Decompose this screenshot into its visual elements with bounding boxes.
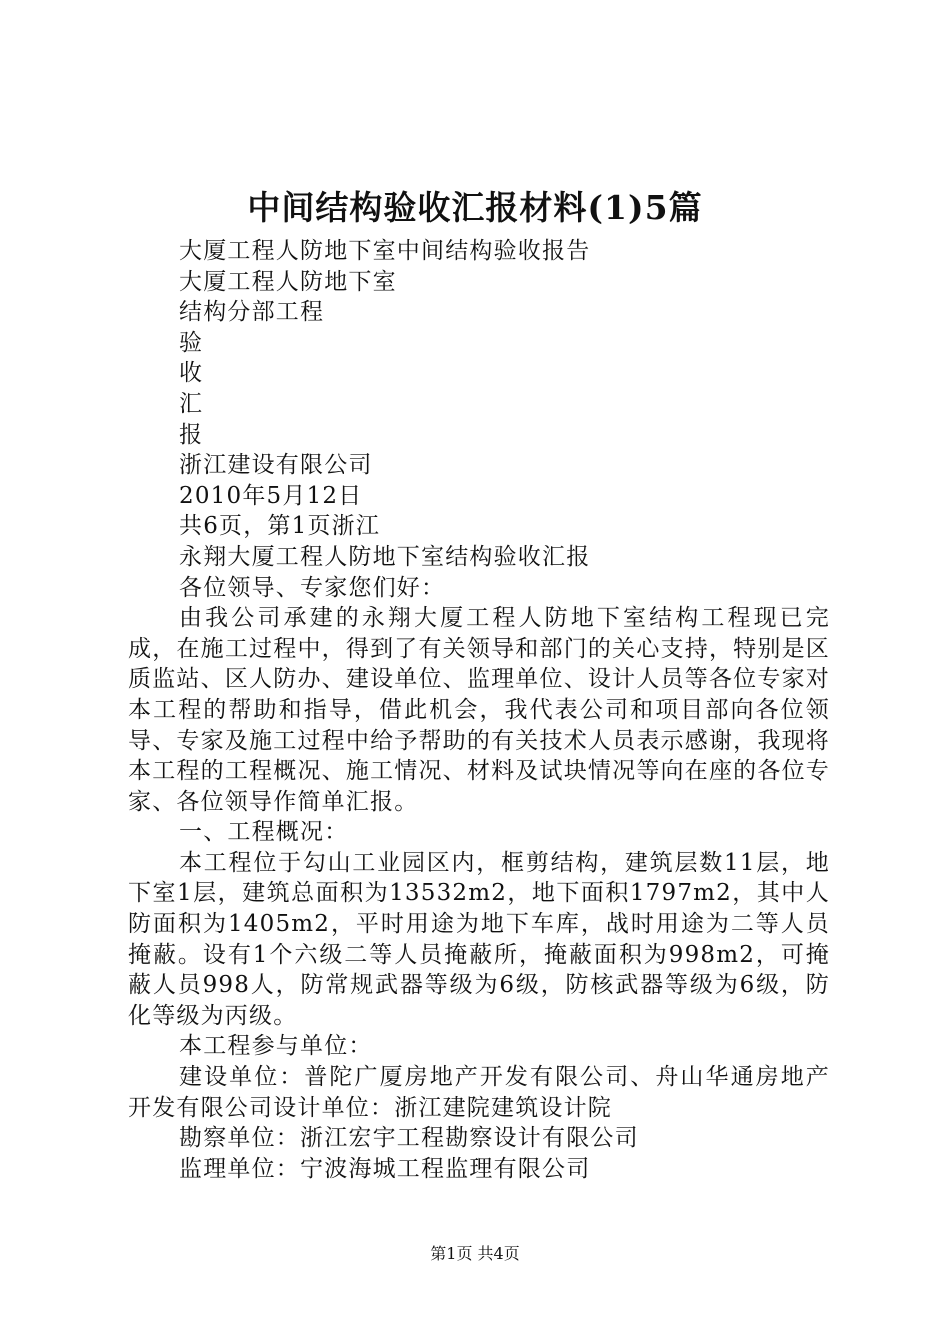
cover-line: 报 [179,421,204,448]
document-body [128,236,830,1184]
page-footer: 第1页 共4页 [430,1244,520,1263]
cover-line: 浙江建设有限公司 [179,452,373,479]
section-heading: 一、工程概况： [179,819,349,846]
cover-line: 永翔大厦工程人防地下室结构验收汇报 [179,543,591,570]
intro-paragraph: 由我公司承建的永翔大厦工程人防地下室结构工程现已完成，在施工过程中，得到了有关领导和部门的关心支持，特别是区质监站、区人防办、建设单位、监理单位、设计人员等各位专家对本工程的帮助和指导，借此机会，我代表公司和项目部向各位领导、专家及施工过程中给予帮助的有关技术人员表示感谢，我现将本工程的工程概况、施工情况、材料及试块情况等向在座的各位专家、各位领导作简单汇报。 [128,605,830,815]
cover-line: 收 [179,360,204,387]
participants-heading: 本工程参与单位： [179,1033,373,1060]
cover-line: 大厦工程人防地下室 [179,268,397,295]
cover-line: 结构分部工程 [179,299,325,326]
supervision-unit-line: 监理单位：宁波海城工程监理有限公司 [179,1155,591,1182]
cover-line: 2010年5月12日 [179,482,363,509]
survey-unit-line: 勘察单位：浙江宏宇工程勘察设计有限公司 [179,1125,639,1152]
cover-line: 汇 [179,390,204,417]
overview-paragraph: 本工程位于勾山工业园区内，框剪结构，建筑层数11层，地下室1层，建筑总面积为13532m2，地下面积1797m2，其中人防面积为1405m2，平时用途为地下车库，战时用途为二等人员掩蔽。设有1个六级二等人员掩蔽所，掩蔽面积为998m2，可掩蔽人员998人，防常规武器等级为6级，防核武器等级为6级，防化等级为丙级。 [128,849,830,1029]
cover-line: 验 [179,329,204,356]
document-title: 中间结构验收汇报材料(1)5篇 [247,188,703,227]
cover-line: 大厦工程人防地下室中间结构验收报告 [179,238,591,264]
greeting-line: 各位领导、专家您们好： [179,574,446,601]
construction-units-paragraph: 建设单位：普陀广厦房地产开发有限公司、舟山华通房地产开发有限公司设计单位：浙江建院建筑设计院 [128,1064,830,1121]
cover-line: 共6页，第1页浙江 [179,513,381,540]
